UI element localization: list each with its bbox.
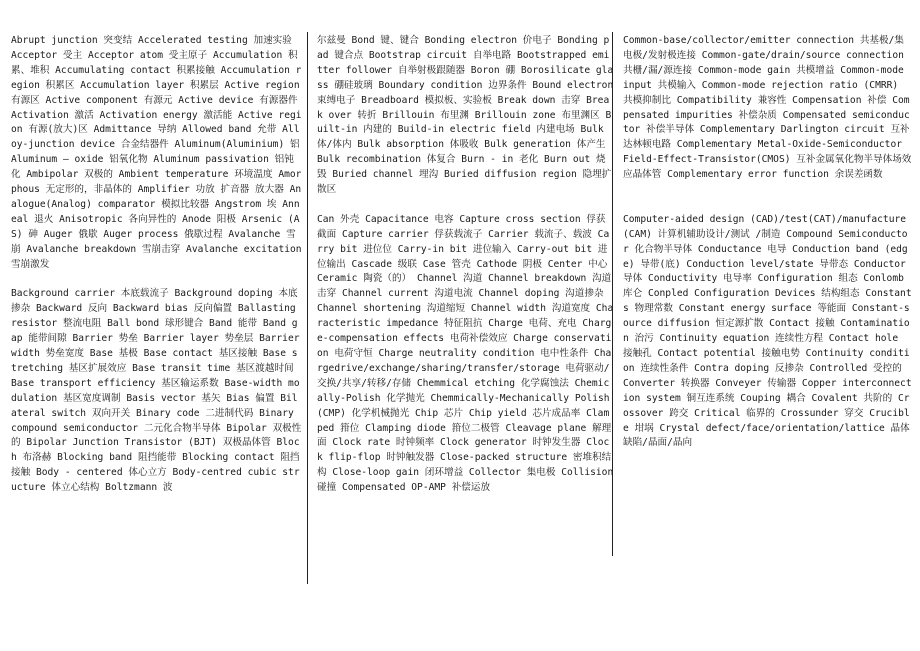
- glossary-paragraph-c-cont: Common-base/collector/emitter connection 共基极/集电极/发射极连接 Common-gate/drain/source connection 共栅/漏/源连接 Common-mode gain 共模增益 Common-mode input 共模输入 Common-mode rejection ratio (CMRR) 共模抑制比 Compatibility 兼容性 Compensation 补偿 Compensated impurities 补偿杂质 Compensated semiconductor 补偿半导体 Complementary Darlington circuit 互补达林顿电路 Complementary Metal-Oxide-Semiconductor Field-Effect-Transistor(CMOS) 互补金属氧化物半导体场效应晶体管 Complementary error function 余误差函数: [623, 35, 912, 181]
- paragraph-gap: [11, 273, 303, 288]
- glossary-paragraph-c: Can 外壳 Capacitance 电容 Capture cross section 俘获截面 Capture carrier 俘获载流子 Carrier 载流子、载波 Carry bit 进位位 Carry-in bit 进位输入 Carry-out bit 进位输出 Cascade 级联 Case 管壳 Cathode 阴极 Center 中心 Ceramic 陶瓷（的） Channel 沟道 Channel breakdown 沟道击穿 Channel current 沟道电流 Channel doping 沟道掺杂 Channel shortening 沟道缩短 Channel width 沟道宽度 Characteristic impedance 特征阻抗 Charge 电荷、充电 Charge-compensation effects 电荷补偿效应 Charge conservation 电荷守恒 Charge neutrality condition 电中性条件 Chargedrive/exchange/sharing/transfer/storage 电荷驱动/交换/共享/转移/存储 Chemmical etching 化学腐蚀法 Chemically-Polish 化学抛光 Chemmically-Mechanically Polish (CMP) 化学机械抛光 Chip 芯片 Chip yield 芯片成品率 Clamped 箝位 Clamping diode 箝位二极管 Cleavage plane 解理面 Clock rate 时钟频率 Clock generator 时钟发生器 Clock flip-flop 时钟触发器 Close-packed structure 密堆积结构 Close-loop gain 闭环增益 Collector 集电极 Collision 碰撞 Compensated OP-AMP 补偿运放: [317, 213, 614, 494]
- column-left: [11, 34, 303, 594]
- glossary-paragraph-b: Background carrier 本底载流子 Background doping 本底掺杂 Backward 反向 Backward bias 反向偏置 Ballasting resistor 整流电阻 Ball bond 球形键合 Band 能带 Band gap 能带间隙 Barrier 势垒 Barrier layer 势垒层 Barrier width 势垒宽度 Base 基极 Base contact 基区接触 Base stretching 基区扩展效应 Base transit time 基区渡越时间 Base transport efficiency 基区输运系数 Base-width modulation 基区宽度调制 Basis vector 基矢 Bias 偏置 Bilateral switch 双向开关 Binary code 二进制代码 Binary compound semiconductor 二元化合物半导体 Bipolar 双极性的 Bipolar Junction Transistor (BJT) 双极晶体管 Bloch 布洛赫 Blocking band 阻挡能带 Blocking contact 阻挡接触 Body - centered 体心立方 Body-centred cubic structure 体立心结构 Boltzmann 波: [11, 288, 302, 494]
- glossary-paragraph-b-cont: 尔兹曼 Bond 键、键合 Bonding electron 价电子 Bonding pad 键合点 Bootstrap circuit 自举电路 Bootstrapped emitter follower 自举射极跟随器 Boron 硼 Borosilicate glass 硼硅玻璃 Boundary condition 边界条件 Bound electron 束缚电子 Breadboard 模拟板、实验板 Break down 击穿 Break over 转折 Brillouin 布里渊 Brillouin zone 布里渊区 Built-in 内建的 Build-in electric field 内建电场 Bulk 体/体内 Bulk absorption 体吸收 Bulk generation 体产生 Bulk recombination 体复合 Burn - in 老化 Burn out 烧毁 Buried channel 埋沟 Buried diffusion region 隐埋扩散区: [317, 35, 614, 196]
- paragraph-gap: [623, 183, 913, 198]
- column-middle: [317, 34, 614, 574]
- glossary-paragraph-c-more: Computer-aided design (CAD)/test(CAT)/manufacture(CAM) 计算机辅助设计/测试 /制造 Compound Semiconductor 化合物半导体 Conductance 电导 Conduction band (edge) 导带(底) Conduction level/state 导带态 Conductor 导体 Conductivity 电导率 Configuration 组态 Conlomb 库仑 Conpled Configuration Devices 结构组态 Constants 物理常数 Constant energy surface 等能面 Constant-source diffusion 恒定源扩散 Contact 接触 Contamination 治污 Continuity equation 连续性方程 Contact hole 接触孔 Contact potential 接触电势 Continuity condition 连续性条件 Contra doping 反掺杂 Controlled 受控的 Converter 转换器 Conveyer 传输器 Copper interconnection system 铜互连系统 Couping 耦合 Covalent 共阶的 Crossover 跨交 Critical 临界的 Crossunder 穿交 Crucible 坩埚 Crystal defect/face/orientation/lattice 晶体缺陷/晶面/晶向: [623, 213, 912, 449]
- paragraph-gap: [623, 198, 913, 213]
- glossary-paragraph-a: Abrupt junction 突变结 Accelerated testing 加速实验 Acceptor 受主 Acceptor atom 受主原子 Accumulation 积累、堆积 Accumulating contact 积累接触 Accumulation region 积累区 Accumulation layer 积累层 Active region 有源区 Active component 有源元 Active device 有源器件 Activation 激活 Activation energy 激活能 Active region 有源(放大)区 Admittance 导纳 Allowed band 允带 Alloy-junction device 合金结器件 Aluminum(Aluminium) 铝 Aluminum – oxide 铝氧化物 Aluminum passivation 铝钝化 Ambipolar 双极的 Ambient temperature 环境温度 Amorphous 无定形的，非晶体的 Amplifier 功放 扩音器 放大器 Analogue(Analog) comparator 模拟比较器 Angstrom 埃 Anneal 退火 Anisotropic 各向异性的 Anode 阳极 Arsenic (AS) 砷 Auger 俄歇 Auger process 俄歇过程 Avalanche 雪崩 Avalanche breakdown 雪崩击穿 Avalanche excitation 雪崩激发: [11, 35, 302, 270]
- column-divider-2: [612, 32, 613, 556]
- paragraph-gap: [317, 198, 614, 213]
- column-right: [623, 34, 913, 574]
- column-divider-1: [307, 32, 308, 584]
